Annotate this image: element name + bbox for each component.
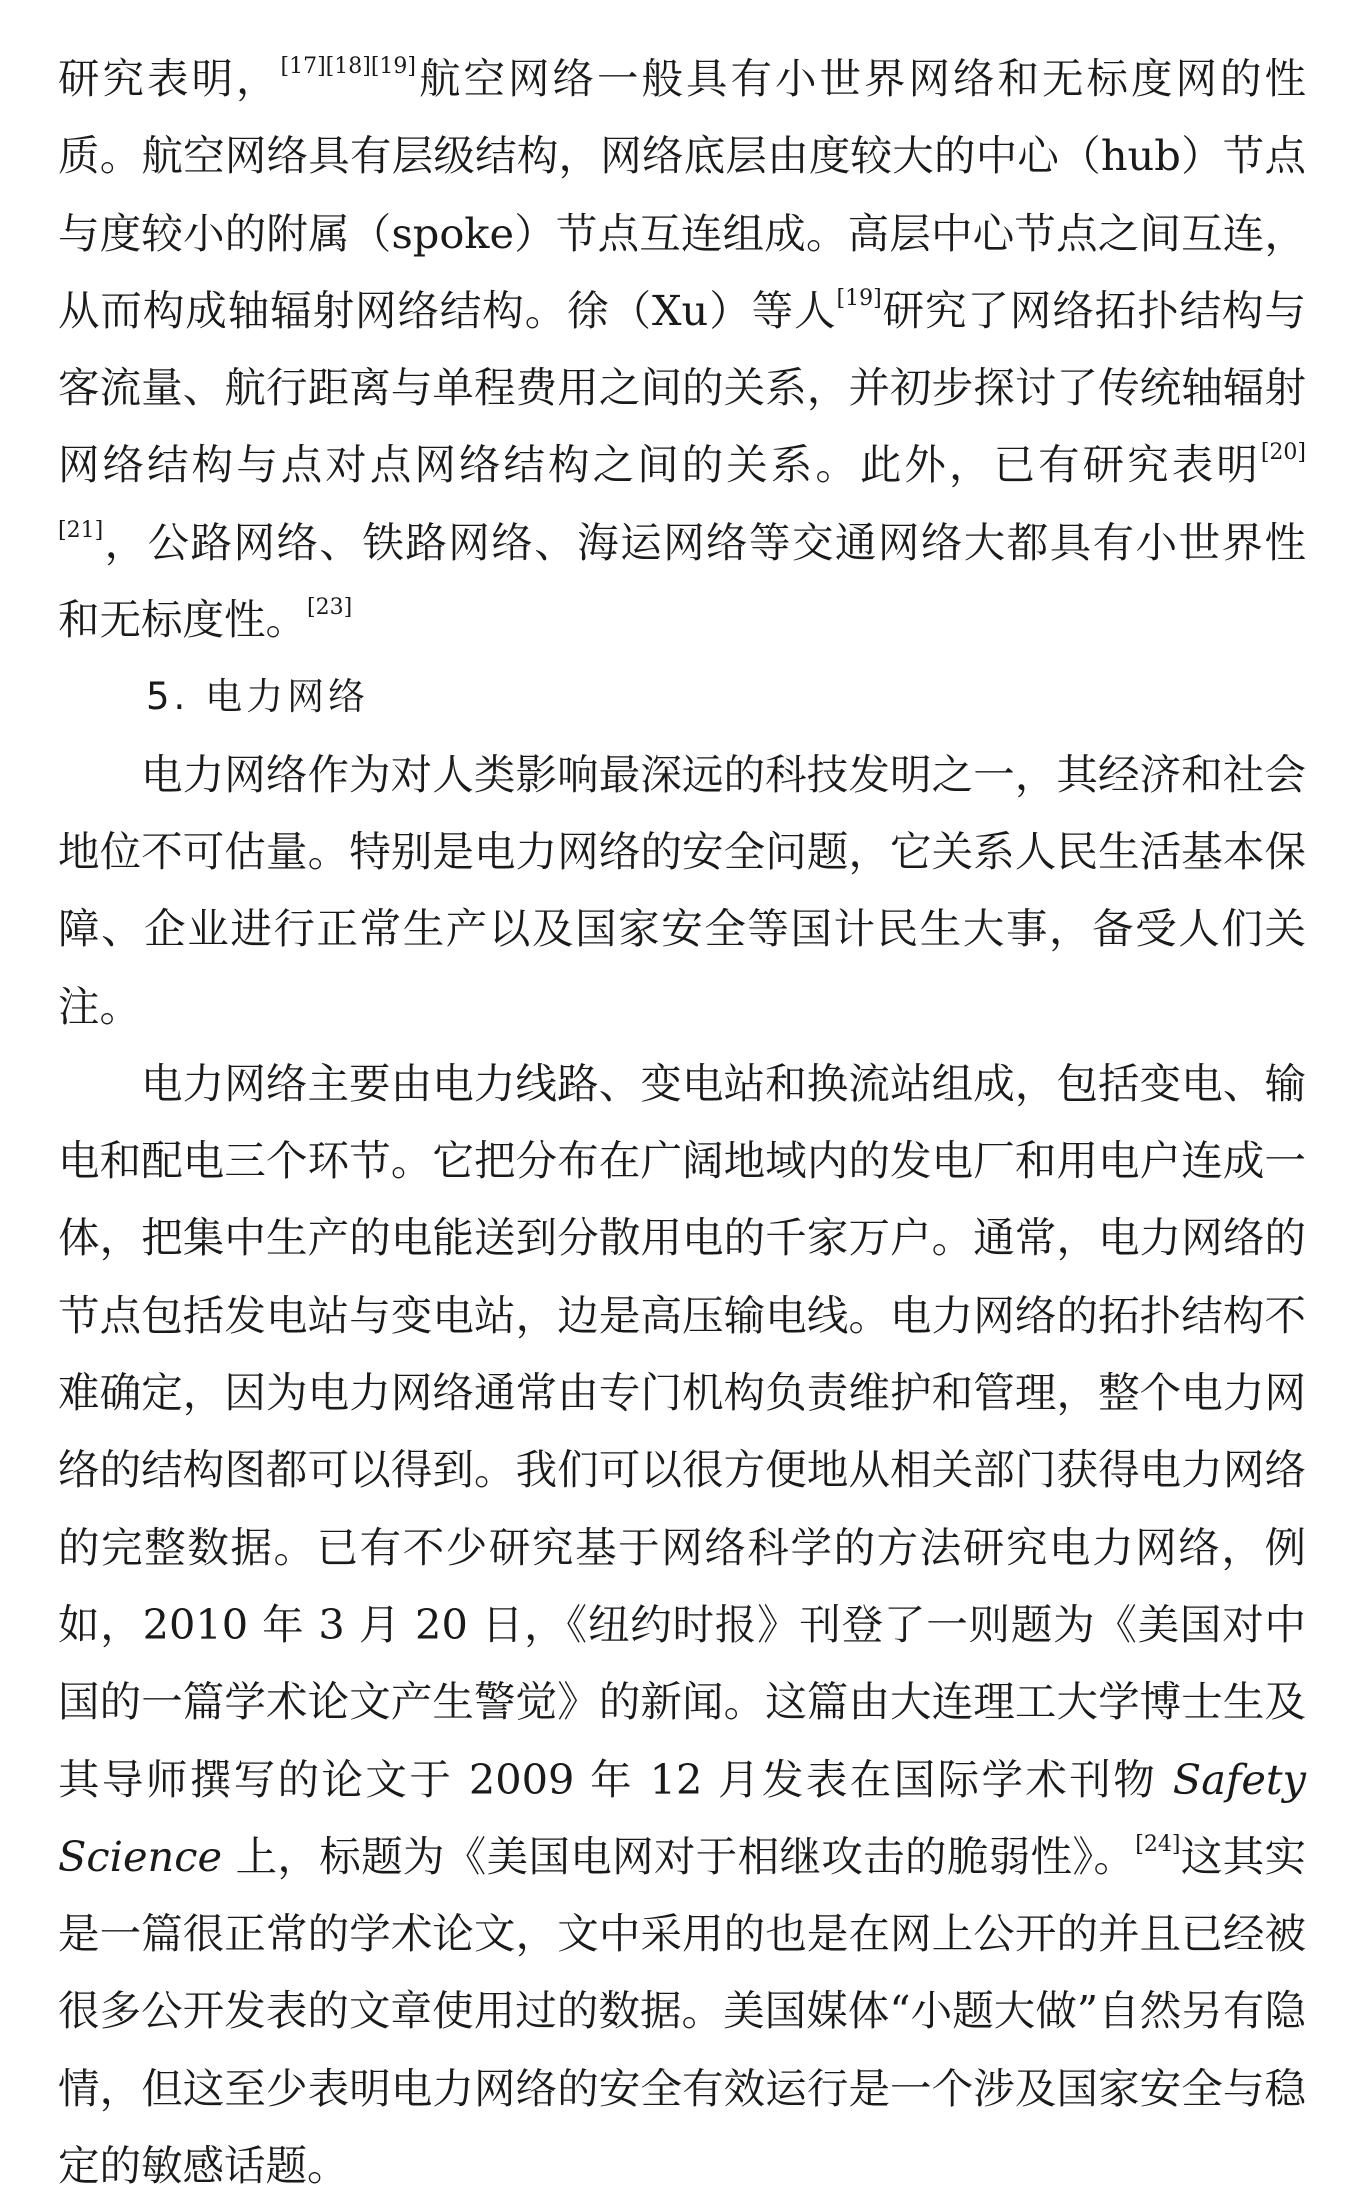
citation: [19] [836,285,882,311]
text-run: 上，标题为《美国电网对于相继攻击的脆弱性》。 [222,1831,1136,1881]
text-run: 研究了网络拓扑结构与客流量、航行距离与单程费用之间的关系，并初步探讨了传统轴辐射网络结构与点对点网络结构之间的关系。此外，已有研究表明 [58,285,1306,490]
paragraph-power-intro [58,736,1306,1045]
citation: [20][21] [58,440,1306,543]
text-run: 电力网络主要由电力线路、变电站和换流站组成，包括变电、输电和配电三个环节。它把分布在广阔地域内的发电厂和用电户连成一体，把集中生产的电能送到分散用电的千家万户。通常，电力网络的节点包括发电站与变电站，边是高压输电线。电力网络的拓扑结构不难确定，因为电力网络通常由专门机构负责维护和管理，整个电力网络的结构图都可以得到。我们可以很方便地从相关部门获得电力网络的完整数据。已有不少研究基于网络科学的方法研究电力网络，例如，2010 年 3 月 20 日，《纽约时报》刊登了一则题为《美国对中国的一篇学术论文产生警觉》的新闻。这篇由大连理工大学博士生及其导师撰写的论文于 2009 年 12 月发表在国际学术刊物 [58,1058,1306,1804]
citation: [17][18][19] [280,54,416,79]
citation: [23] [307,595,353,621]
document-page [58,40,1306,2204]
text-run: 这其实是一篇很正常的学术论文，文中采用的也是在网上公开的并且已经被很多公开发表的文章使用过的数据。美国媒体“小题大做”自然另有隐情，但这至少表明电力网络的安全有效运行是一个涉及国家安全与稳定的敏感话题。 [58,1831,1306,2191]
text-run: 航空网络一般具有小世界网络和无标度网的性质。航空网络具有层级结构，网络底层由度较大的中心（hub）节点与度较小的附属（spoke）节点互连组成。高层中心节点之间互连，从而构成轴辐射网络结构。徐（Xu）等人 [58,54,1306,335]
text-run: 研究表明， [58,54,281,103]
text-run: ，公路网络、铁路网络、海运网络等交通网络大都具有小世界性和无标度性。 [58,517,1306,645]
section-heading-text: 5. 电力网络 [146,675,370,719]
section-heading [58,658,1306,735]
paragraph-power-structure [58,1045,1306,2204]
journal-name: Safety Science [58,1754,1306,1881]
text-run: 电力网络作为对人类影响最深远的科技发明之一，其经济和社会地位不可估量。特别是电力网络的安全问题，它关系人民生活基本保障、企业进行正常生产以及国家安全等国计民生大事，备受人们关注。 [58,749,1306,1031]
citation: [24] [1135,1831,1181,1857]
paragraph-transport-networks [58,40,1306,658]
